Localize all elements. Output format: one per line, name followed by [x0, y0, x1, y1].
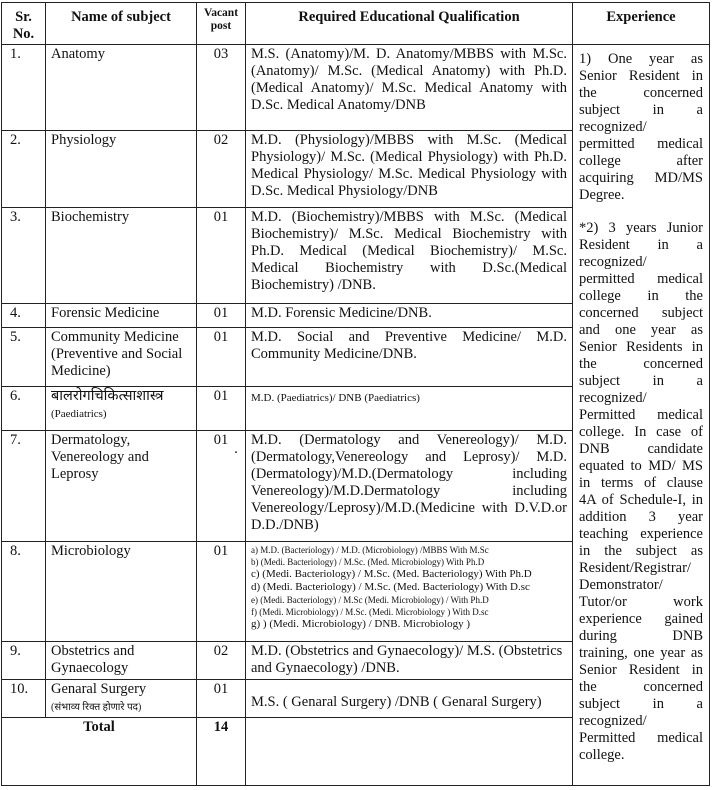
row-subject: Obstetrics and Gynaecology: [46, 642, 197, 680]
row-qualification: M.D. Social and Preventive Medicine/ M.D. Community Medicine/DNB.: [246, 328, 573, 387]
qualification-line-e: e) (Medi. Bacteriology) / M.Sc (Medi. Microbiology) / With Ph.D: [251, 595, 489, 605]
header-experience: Experience: [573, 3, 710, 45]
row-subject: Forensic Medicine: [46, 304, 197, 328]
row-qualification: M.D. (Dermatology and Venereology)/ M.D. (Dermatology,Venereology and Leprosy)/ M.D. (Dermatology)/M.D.(Dermatology including Venereology)/M.D.Dermatology including Venereology/Leprosy)/M.D.(Medicine with D.V.D.or D.D./DNB): [246, 431, 573, 542]
header-sr: Sr. No.: [2, 3, 46, 45]
experience-paragraph-1: 1) One year as Senior Resident in the concerned subject in a recognized/ permitted medical college after acquiring MD/MS Degree.: [579, 51, 703, 203]
qualification-line-g: g) ) (Medi. Microbiology) / DNB. Microbiology ): [251, 618, 471, 630]
row-subject: Biochemistry: [46, 208, 197, 304]
row-vacant: 03: [197, 45, 246, 131]
row-vacant: 02: [197, 131, 246, 208]
row-vacant: 01: [197, 208, 246, 304]
row-qualification: M.D. (Biochemistry)/MBBS with M.Sc. (Medical Biochemistry)/ M.Sc. Medical Biochemistry with Ph.D. Medical (Medical Biochemistry)/ M.Sc. Medical Biochemistry with D.Sc.(Medical Biochemistry) /DNB.: [246, 208, 573, 304]
row-sr: 10.: [2, 680, 46, 718]
qualification-table: [1, 2, 710, 786]
row-vacant: 02: [197, 642, 246, 680]
row-qualification: M.D. (Paediatrics)/ DNB (Paediatrics): [246, 387, 573, 431]
row-sr: 4.: [2, 304, 46, 328]
row-qualification: M.D. (Physiology)/MBBS with M.Sc. (Medical Physiology)/ M.Sc. (Medical Physiology) with Ph.D. Medical Physiology/ M.Sc. Medical Physiology with D.Sc. Medical Physiology/DNB: [246, 131, 573, 208]
total-label: Total: [2, 718, 197, 786]
row-qualification: M.S. ( Genaral Surgery) /DNB ( Genaral Surgery): [246, 680, 573, 718]
row-qualification: M.D. Forensic Medicine/DNB.: [246, 304, 573, 328]
row-subject-marathi: बालरोगचिकित्साशास्त्र: [51, 388, 164, 404]
row-vacant: [197, 431, 246, 542]
row-sr: 6.: [2, 387, 46, 431]
bullet-mark: ·: [233, 445, 239, 461]
header-qualification: Required Educational Qualification: [246, 3, 573, 45]
row-sr: 7.: [2, 431, 46, 542]
row-subject: Dermatology, Venereology and Leprosy: [46, 431, 197, 542]
row-subject: Microbiology: [46, 542, 197, 642]
row-sr: 2.: [2, 131, 46, 208]
experience-paragraph-2: *2) 3 years Junior Resident in a recognized/ permitted medical college in the concerned subject and one year as Senior Residents in the concerned subject in a recognized/ Permitted medical college. In case of DNB candidate equated to MD/ MS in terms of clause 4A of Schedule-I, in addition 3 year teaching experience in the subject as Resident/Registrar/ Demonstrator/ Tutor/or work experience gained during DNB training, one year as Senior Resident in the concerned subject in a recognized/ Permitted medical college.: [579, 220, 703, 763]
row-subject: Anatomy: [46, 45, 197, 131]
row-vacant-value: 01: [213, 432, 229, 448]
row-vacant: 01: [197, 680, 246, 718]
qualification-line-d: d) (Medi. Bacteriology) / M.Sc. (Med. Bacteriology) With D.sc: [251, 581, 530, 593]
qualification-line-f: f) (Medi. Microbiology) / M.Sc. (Medi. Microbiology ) With D.sc: [251, 607, 489, 617]
experience-cell: [573, 45, 710, 786]
qualification-line-a: a) M.D. (Bacteriology) / M.D. (Microbiology) /MBBS With M.Sc: [251, 545, 489, 555]
row-subject: [46, 680, 197, 718]
row-vacant: 01: [197, 328, 246, 387]
table-row: [2, 45, 710, 131]
header-vacant: Vacant post: [197, 3, 246, 45]
row-vacant: 01: [197, 387, 246, 431]
row-subject-sub: (Paediatrics): [51, 408, 107, 420]
row-subject-main: Genaral Surgery: [51, 681, 147, 697]
row-subject: [46, 387, 197, 431]
row-sr: 9.: [2, 642, 46, 680]
row-vacant: 01: [197, 542, 246, 642]
row-vacant: 01: [197, 304, 246, 328]
row-sr: 1.: [2, 45, 46, 131]
row-subject: Community Medicine (Preventive and Social Medicine): [46, 328, 197, 387]
row-sr: 3.: [2, 208, 46, 304]
row-qualification: M.D. (Obstetrics and Gynaecology)/ M.S. (Obstetrics and Gynaecology) /DNB.: [246, 642, 573, 680]
total-value: 14: [197, 718, 246, 786]
row-sr: 5.: [2, 328, 46, 387]
row-subject: Physiology: [46, 131, 197, 208]
row-subject-sub: (संभाव्य रिक्त होणारे पद): [51, 702, 142, 713]
qualification-line-c: c) (Medi. Bacteriology) / M.Sc. (Med. Bacteriology) With Ph.D: [251, 568, 532, 580]
row-qualification: [246, 542, 573, 642]
total-qualification-empty: [246, 718, 573, 786]
row-qualification: M.S. (Anatomy)/M. D. Anatomy/MBBS with M.Sc. (Anatomy)/ M.Sc. (Medical Anatomy) with Ph.D. (Medical Anatomy)/ M.Sc. Medical Anatomy with D.Sc. Medical Anatomy/DNB: [246, 45, 573, 131]
header-subject: Name of subject: [46, 3, 197, 45]
qualification-line-b: b) (Medi. Bacteriology) / M.Sc. (Med. Microbiology) With Ph.D: [251, 557, 485, 567]
row-sr: 8.: [2, 542, 46, 642]
